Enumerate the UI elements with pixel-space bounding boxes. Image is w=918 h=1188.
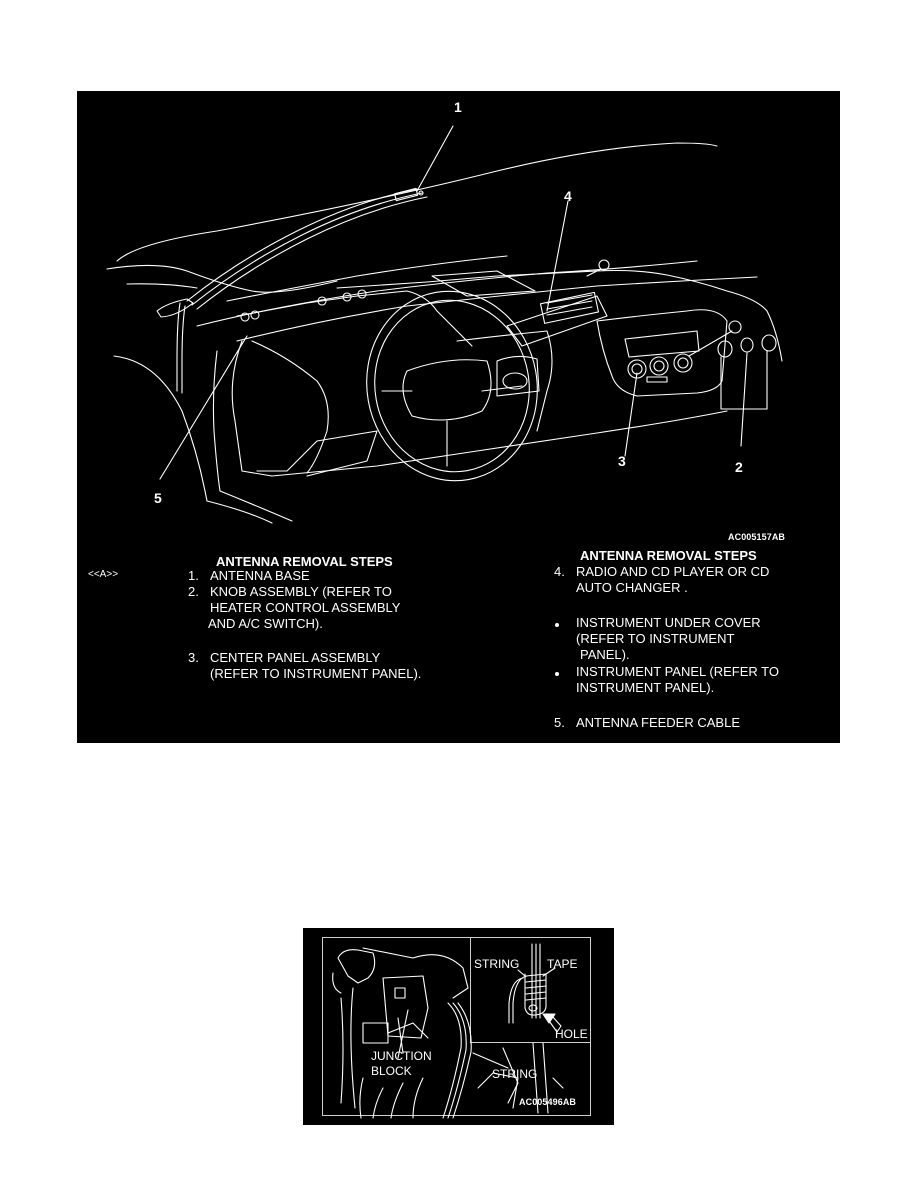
figure-code: AC005157AB [728,532,786,542]
step-number: 1. [188,568,199,583]
label-junction-block: BLOCK [371,1064,412,1078]
step-text: (REFER TO INSTRUMENT PANEL). [210,666,422,681]
step-number: 4. [554,564,565,579]
callout-5: 5 [154,490,162,506]
step-text: INSTRUMENT PANEL (REFER TO [576,664,779,679]
bullet-icon [555,623,559,627]
callout-2: 2 [735,459,743,475]
callout-3: 3 [618,453,626,469]
callout-4: 4 [564,188,572,204]
figure-code: AC005496AB [519,1097,577,1107]
bullet-icon [555,672,559,676]
callout-1: 1 [454,99,462,115]
steps-title: ANTENNA REMOVAL STEPS [580,548,757,563]
antenna-removal-diagram [77,91,840,743]
step-text: RADIO AND CD PLAYER OR CD [576,564,770,579]
step-text: CENTER PANEL ASSEMBLY [210,650,381,665]
step-number: 2. [188,584,199,599]
reference-tag: <<A>> [88,569,119,580]
label-hole: HOLE [555,1027,588,1041]
step-number: 3. [188,650,199,665]
step-text: HEATER CONTROL ASSEMBLY [210,600,401,615]
step-text: PANEL). [580,647,630,662]
step-text: (REFER TO INSTRUMENT [576,631,735,646]
step-text: INSTRUMENT UNDER COVER [576,615,761,630]
step-text: ANTENNA BASE [210,568,310,583]
label-string-top: STRING [474,957,520,971]
step-text: AND A/C SWITCH). [208,616,323,631]
step-number: 5. [554,715,565,730]
label-junction-block: JUNCTION [371,1049,432,1063]
step-text: INSTRUMENT PANEL). [576,680,715,695]
label-tape: TAPE [547,957,578,971]
step-text: KNOB ASSEMBLY (REFER TO [210,584,392,599]
steps-title: ANTENNA REMOVAL STEPS [216,554,393,569]
feeder-cable-routing-diagram [303,928,614,1125]
label-string-bottom: STRING [492,1067,538,1081]
step-text: AUTO CHANGER . [576,580,688,595]
step-text: ANTENNA FEEDER CABLE [576,715,740,730]
